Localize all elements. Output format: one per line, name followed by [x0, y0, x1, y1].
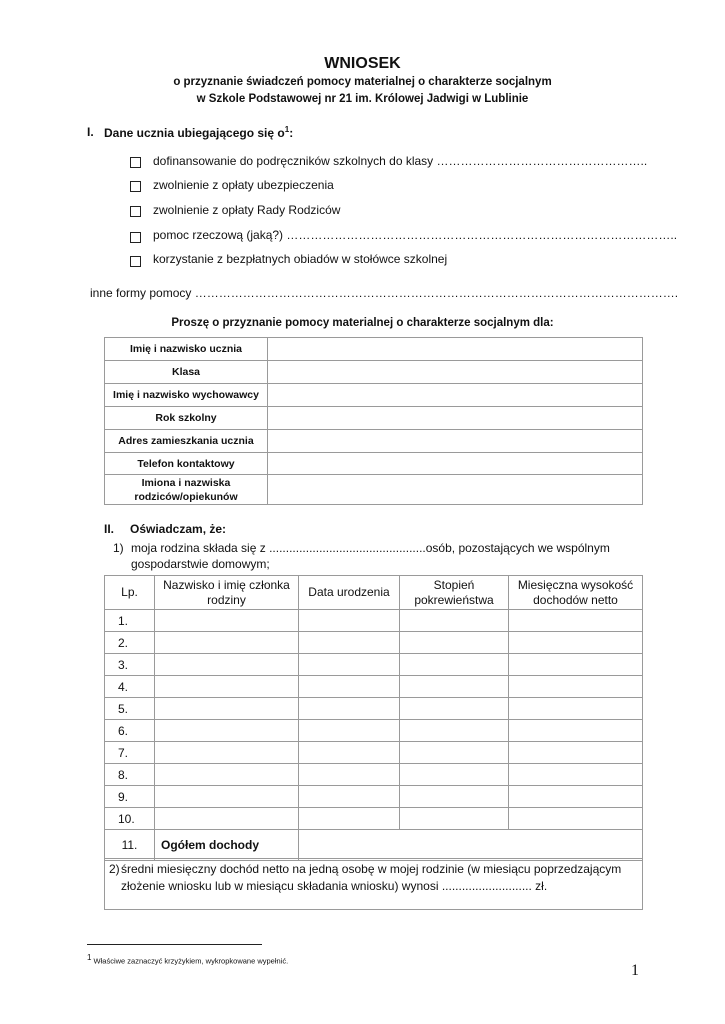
- option-parents-council: zwolnienie z opłaty Rady Rodziców: [153, 203, 341, 217]
- point2-line2: złożenie wniosku lub w miesiącu składania wniosku) wynosi ........................... zł.: [121, 879, 548, 893]
- table-row: [105, 742, 643, 764]
- total-income-label: Ogółem dochody: [155, 830, 299, 861]
- birth-date-cell[interactable]: [299, 720, 400, 742]
- row-number: 10.: [105, 808, 155, 830]
- birth-date-cell[interactable]: [299, 632, 400, 654]
- document-title: WNIOSEK: [324, 55, 401, 72]
- row-number: 8.: [105, 764, 155, 786]
- point1-line1: moja rodzina składa się z ...............................................osób, pozostających we wspólnym: [131, 541, 610, 555]
- income-cell[interactable]: [509, 610, 643, 632]
- student-data-table: [104, 337, 643, 505]
- row-number: 5.: [105, 698, 155, 720]
- member-name-cell[interactable]: [155, 676, 299, 698]
- kinship-cell[interactable]: [400, 742, 509, 764]
- kinship-cell[interactable]: [400, 786, 509, 808]
- member-name-cell[interactable]: [155, 720, 299, 742]
- field-value-parents[interactable]: [268, 475, 643, 505]
- table-row: [105, 338, 643, 361]
- row-number: 7.: [105, 742, 155, 764]
- total-row: [105, 830, 643, 861]
- field-value-school-year[interactable]: [268, 407, 643, 430]
- footnote: [87, 953, 288, 966]
- birth-date-cell[interactable]: [299, 654, 400, 676]
- field-label-class: Klasa: [105, 361, 268, 384]
- family-members-table: [104, 575, 643, 861]
- birth-date-cell[interactable]: [299, 676, 400, 698]
- column-header-kinship: Stopień pokrewieństwa: [400, 576, 509, 610]
- section1-heading: [104, 125, 293, 140]
- field-label-phone: Telefon kontaktowy: [105, 453, 268, 475]
- field-label-school-year: Rok szkolny: [105, 407, 268, 430]
- kinship-cell[interactable]: [400, 808, 509, 830]
- table-row: [105, 698, 643, 720]
- birth-date-cell[interactable]: [299, 698, 400, 720]
- table-row: [105, 808, 643, 830]
- column-header-birth-date: Data urodzenia: [299, 576, 400, 610]
- birth-date-cell[interactable]: [299, 808, 400, 830]
- table-row: [105, 676, 643, 698]
- member-name-cell[interactable]: [155, 632, 299, 654]
- field-label-address: Adres zamieszkania ucznia: [105, 430, 268, 453]
- column-header-income: Miesięczna wysokość dochodów netto: [509, 576, 643, 610]
- table-row: [105, 764, 643, 786]
- section1-heading-colon: :: [289, 126, 294, 140]
- field-value-class[interactable]: [268, 361, 643, 384]
- checkbox-textbooks[interactable]: [130, 157, 141, 168]
- checkbox-material-aid[interactable]: [130, 232, 141, 243]
- kinship-cell[interactable]: [400, 676, 509, 698]
- member-name-cell[interactable]: [155, 610, 299, 632]
- table-row: [105, 786, 643, 808]
- row-number: 4.: [105, 676, 155, 698]
- table-header-row: [105, 576, 643, 610]
- column-header-name: Nazwisko i imię członka rodziny: [155, 576, 299, 610]
- other-forms-of-aid: inne formy pomocy ………………………………………………………………………………………………………….: [90, 286, 679, 300]
- field-value-student-name[interactable]: [268, 338, 643, 361]
- field-value-address[interactable]: [268, 430, 643, 453]
- row-number: 6.: [105, 720, 155, 742]
- table-row: [105, 632, 643, 654]
- footnote-ref: 1: [284, 125, 290, 134]
- income-cell[interactable]: [509, 632, 643, 654]
- income-cell[interactable]: [509, 764, 643, 786]
- section2-number: II.: [104, 522, 115, 536]
- member-name-cell[interactable]: [155, 654, 299, 676]
- point2-line1: średni miesięczny dochód netto na jedną osobę w mojej rodzinie (w miesiącu poprzedzającym: [121, 862, 622, 876]
- total-income-value[interactable]: [299, 830, 643, 861]
- option-free-lunch: korzystanie z bezpłatnych obiadów w stołówce szkolnej: [153, 252, 448, 266]
- checkbox-parents-council[interactable]: [130, 206, 141, 217]
- field-value-teacher[interactable]: [268, 384, 643, 407]
- row-number: 9.: [105, 786, 155, 808]
- total-row-number: 11.: [105, 830, 155, 861]
- table-row: [105, 654, 643, 676]
- table-row: [105, 610, 643, 632]
- table-row: [105, 430, 643, 453]
- birth-date-cell[interactable]: [299, 764, 400, 786]
- table-row: [105, 361, 643, 384]
- birth-date-cell[interactable]: [299, 786, 400, 808]
- field-value-phone[interactable]: [268, 453, 643, 475]
- member-name-cell[interactable]: [155, 764, 299, 786]
- birth-date-cell[interactable]: [299, 610, 400, 632]
- table-row: [105, 475, 643, 505]
- point2-number: 2): [109, 862, 120, 876]
- footnote-divider: [87, 944, 262, 945]
- kinship-cell[interactable]: [400, 720, 509, 742]
- row-number: 2.: [105, 632, 155, 654]
- income-cell[interactable]: [509, 654, 643, 676]
- option-insurance: zwolnienie z opłaty ubezpieczenia: [153, 178, 334, 192]
- option-material-aid: pomoc rzeczową (jaką?) ……………………………………………………………………………………..: [153, 228, 678, 242]
- table-row: [105, 453, 643, 475]
- income-cell[interactable]: [509, 720, 643, 742]
- kinship-cell[interactable]: [400, 632, 509, 654]
- income-cell[interactable]: [509, 676, 643, 698]
- income-cell[interactable]: [509, 808, 643, 830]
- column-header-lp: Lp.: [105, 576, 155, 610]
- point1-number: 1): [113, 541, 124, 555]
- document-subtitle-line2: w Szkole Podstawowej nr 21 im. Królowej Jadwigi w Lublinie: [196, 93, 529, 105]
- request-line: Proszę o przyznanie pomocy materialnej o charakterze socjalnym dla:: [171, 317, 554, 329]
- page-number: 1: [631, 962, 639, 979]
- row-number: 3.: [105, 654, 155, 676]
- section1-heading-text: Dane ucznia ubiegającego się o: [104, 126, 285, 140]
- table-row: [105, 720, 643, 742]
- income-cell[interactable]: [509, 742, 643, 764]
- table-row: [105, 384, 643, 407]
- field-label-student-name: Imię i nazwisko ucznia: [105, 338, 268, 361]
- checkbox-free-lunch[interactable]: [130, 256, 141, 267]
- member-name-cell[interactable]: [155, 742, 299, 764]
- row-number: 1.: [105, 610, 155, 632]
- member-name-cell[interactable]: [155, 698, 299, 720]
- income-cell[interactable]: [509, 698, 643, 720]
- table-row: [105, 407, 643, 430]
- kinship-cell[interactable]: [400, 764, 509, 786]
- field-label-teacher: Imię i nazwisko wychowawcy: [105, 384, 268, 407]
- document-subtitle-line1: o przyznanie świadczeń pomocy materialnej o charakterze socjalnym: [173, 76, 552, 88]
- kinship-cell[interactable]: [400, 698, 509, 720]
- option-textbooks: dofinansowanie do podręczników szkolnych do klasy ……………………………………………..: [153, 154, 648, 168]
- field-label-parents: Imiona i nazwiska rodziców/opiekunów: [105, 475, 268, 505]
- birth-date-cell[interactable]: [299, 742, 400, 764]
- footnote-text: Właściwe zaznaczyć krzyżykiem, wykropkowane wypełnić.: [93, 956, 289, 966]
- checkbox-insurance[interactable]: [130, 181, 141, 192]
- point1-line2: gospodarstwie domowym;: [131, 557, 270, 571]
- income-cell[interactable]: [509, 786, 643, 808]
- section1-number: I.: [87, 125, 94, 139]
- section2-heading: Oświadczam, że:: [130, 522, 227, 536]
- member-name-cell[interactable]: [155, 808, 299, 830]
- footnote-number: 1: [87, 953, 92, 962]
- member-name-cell[interactable]: [155, 786, 299, 808]
- kinship-cell[interactable]: [400, 610, 509, 632]
- kinship-cell[interactable]: [400, 654, 509, 676]
